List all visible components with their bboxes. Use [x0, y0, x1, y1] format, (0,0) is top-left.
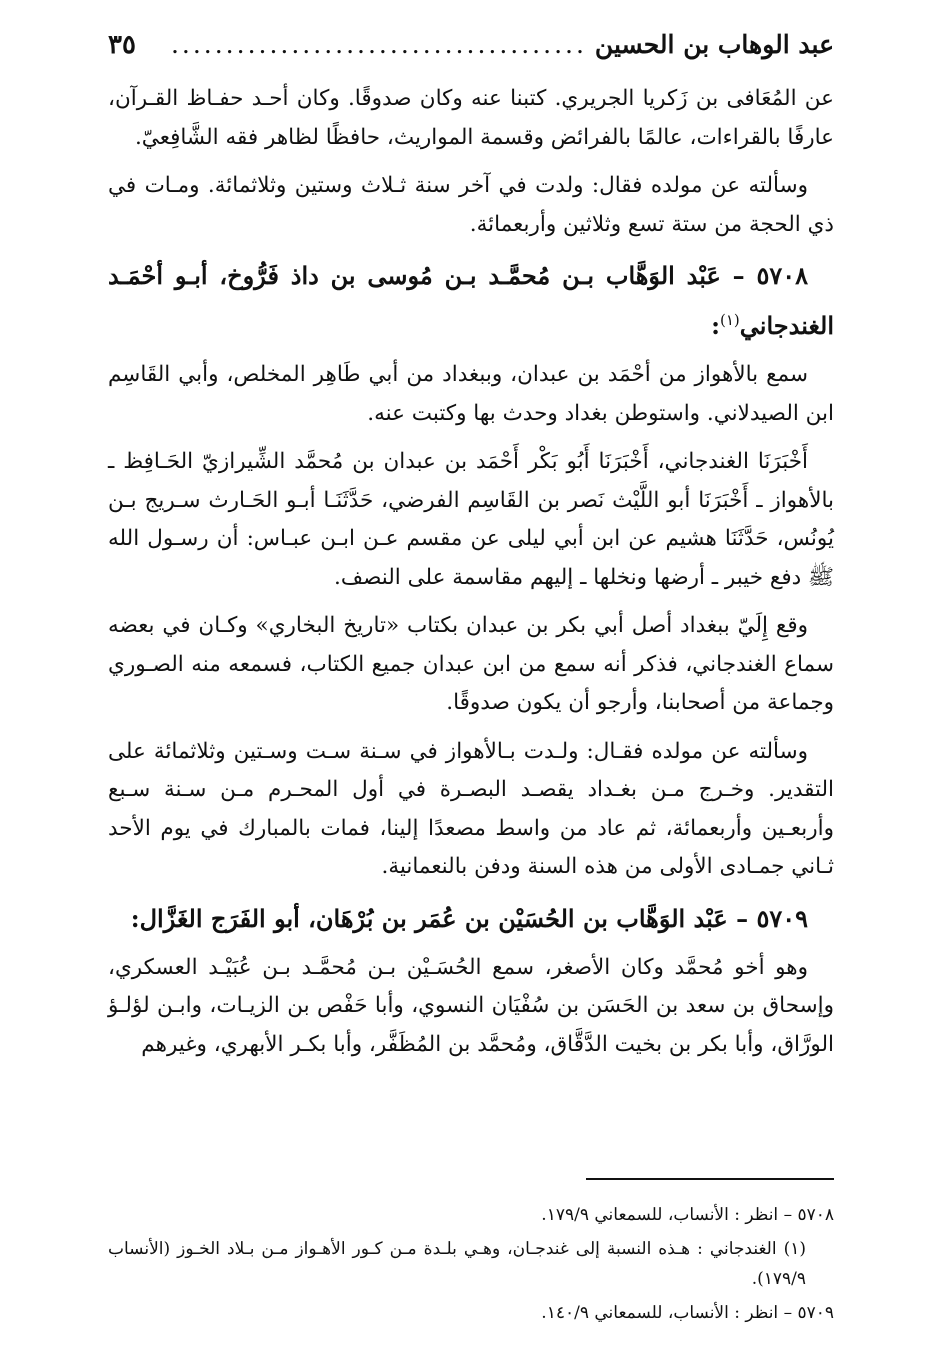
footnote-separator: [586, 1178, 834, 1180]
paragraph-7: وهو أخو مُحمَّد وكان الأصغر، سمع الحُسَـيْن بـن مُحمَّـد بـن عُبَيْـد العسكري، وإسحاق بن سعد بن الحَسَن بن سُفْيَان النسوي، وأبا حَفْص بن الزيـات، وابـن لؤلـؤ الورَّاق، وأبا بكر بن بخيت الدَّقَّاق، ومُحمَّد بن المُظَفَّر، وأبا بكـر الأبهري، وغيرهم: [108, 954, 834, 1057]
entry-dash-5709: –: [727, 903, 757, 933]
footnote-5708: ٥٧٠٨ – انظر : الأنساب، للسمعاني ١٧٩/٩.: [541, 1205, 834, 1225]
paragraph-5: وقع إِلَيّ ببغداد أصل أبي بكر بن عبدان بكتاب «تاريخ البخاري» وكـان في بعضه سماع الغندجاني، فذكر أنه سمع من ابن عبدان جميع الكتاب، فسمعه منه الصـوري وجماعة من أصحابنا، وأرجو أن يكون صدوقًا.: [108, 613, 834, 715]
header-title: عبد الوهاب بن الحسين: [594, 30, 834, 59]
entry-title-5709: عَبْد الوَهَّاب بن الحُسَيْن بن عُمَر بن بُرْهَان، أبو الفَرَج الغَزَّال:: [130, 903, 728, 933]
paragraph-1: عن المُعَافى بن زَكريا الجريري. كتبنا عنه وكان صدوقًا. وكان أحـد حفـاظ القـرآن، عارفًا بالقراءات، عالمًا بالفرائض وقسمة المواريث، حافظًا لظاهر فقه الشَّافِعيّ.: [108, 86, 834, 150]
entry-dash-5708: –: [720, 261, 757, 290]
paragraph-4: أَخْبَرَنَا الغندجاني، أَخْبَرَنَا أَبُو بَكْر أَحْمَد بن عبدان بن مُحمَّد الشِّيرازيّ الحَـافِظ ـ بالأهواز ـ أَخْبَرَنَا أبو اللَّيْث نَصر بن القَاسِم الفرضي، حَدَّثَنَـا أبـو الحَـارث سـريج بـن يُونُس، حَدَّثَنَا هشيم عن ابن أبي ليلى عن مقسم عـن ابـن عبـاس: أن رسـول الله ﷺ دفع خيبر ـ أرضها ونخلها ـ إليهم مقاسمة على النصف.: [108, 449, 834, 590]
entry-number-5709: ٥٧٠٩: [756, 903, 808, 933]
paragraph-6: وسألته عن مولده فقـال: ولـدت بـالأهواز في سـنة سـت وسـتين وثلاثمائة على التقدير. وخـرج مـن بغـداد يقصـد البصـرة في أول المحـرم مـن سـنة سـبع وأربعـين وأربعمائة، ثم عاد من واسط مصعدًا إلينا، فمات بالمبارك في يوم الأحد ثـاني جمـادى الأولى من هذه السنة ودفن بالنعمانية.: [108, 738, 834, 879]
paragraph-3: سمع بالأهواز من أحْمَد بن عبدان، وببغداد من أبي طَاهِر المخلص، وأبي القَاسِم ابن الصيدلاني. واستوطن بغداد وحدث بها وكتبت عنه.: [108, 362, 834, 426]
running-header: [108, 30, 834, 80]
footnote-5709: ٥٧٠٩ – انظر : الأنساب، للسمعاني ١٤٠/٩.: [541, 1303, 834, 1323]
entry-number-5708: ٥٧٠٨: [756, 261, 808, 290]
header-dots-leader: ......................................: [170, 30, 587, 59]
book-page: [108, 30, 834, 1350]
main-text: [108, 80, 834, 1064]
footnote-1: (١) الغندجاني : هـذه النسبة إلى غندجـان، وهـي بلـدة مـن كـور الأهـواز مـن بـلاد الخـوز (الأنساب ١٧٩/٩).: [108, 1239, 806, 1289]
entry-title-5708: عَبْد الوَهَّاب بـن مُحمَّـد بـن مُوسى بن داذ فَرُّوخ، أبـو أحْمَـد الغندجاني: [108, 261, 834, 340]
footnotes: [108, 1200, 834, 1332]
footnote-marker-1: (١): [719, 311, 740, 329]
entry-heading-5708: [108, 254, 834, 348]
entry-colon-5708: :: [711, 311, 720, 340]
entry-heading-5709: [108, 897, 834, 941]
page-number: ٣٥: [108, 30, 136, 60]
paragraph-2: وسألته عن مولده فقال: ولدت في آخر سنة ثـلاث وستين وثلاثمائة. ومـات في ذي الحجة من ستة تسع وثلاثين وأربعمائة.: [108, 173, 834, 237]
